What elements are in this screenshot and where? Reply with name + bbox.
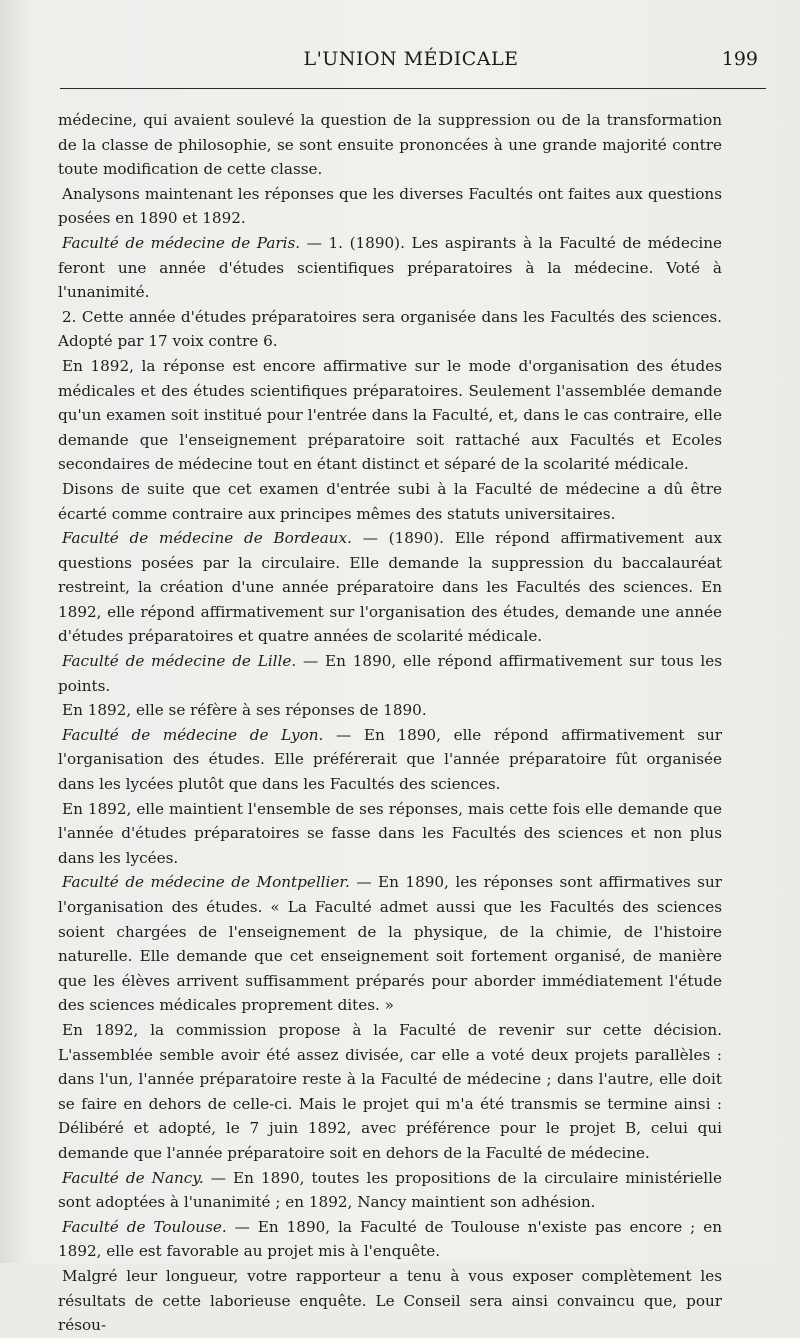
paragraph	[58, 649, 722, 698]
paragraph	[58, 698, 722, 723]
paragraph-text: — 1. (1890). Les aspirants à la Faculté de médecine feront une année d'études scientifiques préparatoires à la médecine. Voté à l'unanimité.	[58, 233, 722, 302]
paragraph-text: — En 1890, toutes les propositions de la circulaire ministérielle sont adoptées à l'unanimité ; en 1892, Nancy maintient son adhésion.	[58, 1168, 723, 1212]
paragraph-text: En 1892, elle maintient l'ensemble de ses réponses, mais cette fois elle demande que l'année d'études préparatoires se fasse dans les Facultés des sciences et non plus dans les lycées.	[58, 799, 722, 867]
paragraph	[58, 870, 722, 1018]
body-text	[58, 108, 722, 1338]
paragraph-text: Analysons maintenant les réponses que les diverses Facultés ont faites aux questions posées en 1890 et 1892.	[58, 184, 722, 228]
header-rule	[60, 88, 766, 89]
paragraph-text: — En 1890, elle répond affirmativement sur tous les points.	[58, 652, 722, 695]
paragraph-text: — En 1890, elle répond affirmativement sur l'organisation des études. Elle préférerait que l'année préparatoire fût organisée dans les lycées plutôt que dans les Facultés des sciences.	[58, 725, 722, 794]
paragraph	[58, 108, 722, 182]
paragraph	[58, 477, 722, 526]
paragraph-lead: Faculté de médecine de Bordeaux.	[62, 529, 352, 548]
paragraph	[58, 354, 722, 477]
paragraph	[58, 1018, 722, 1166]
paragraph-lead: Faculté de médecine de Lille.	[62, 652, 297, 671]
paragraph-text: Malgré leur longueur, votre rapporteur a tenu à vous exposer complètement les résultats de cette laborieuse enquête. Le Conseil sera ainsi convaincu que, pour résou-	[58, 1266, 722, 1335]
paragraph	[58, 526, 722, 649]
paragraph	[58, 1215, 722, 1264]
paragraph-text: Disons de suite que cet examen d'entrée subi à la Faculté de médecine a dû être écarté comme contraire aux principes mêmes des statuts universitaires.	[58, 479, 722, 523]
paragraph	[58, 1166, 722, 1215]
paragraph-lead: Faculté de médecine de Montpellier.	[62, 873, 350, 892]
paragraph-text: En 1892, elle se réfère à ses réponses de 1890.	[62, 701, 427, 720]
paragraph-text: médecine, qui avaient soulevé la question de la suppression ou de la transformation de la classe de philosophie, se sont ensuite prononcées à une grande majorité contre toute modification de cette classe.	[58, 111, 722, 179]
paragraph-text: — En 1890, la Faculté de Toulouse n'existe pas encore ; en 1892, elle est favorable au projet mis à l'enquête.	[58, 1217, 722, 1261]
paragraph-text: En 1892, la réponse est encore affirmative sur le mode d'organisation des études médicales et des études scientifiques préparatoires. Seulement l'assemblée demande qu'un examen soit institué pour l'entrée dans la Faculté, et, dans le cas contraire, elle demande que l'enseignement préparatoire soit rattaché aux Facultés et Ecoles secondaires de médecine tout en étant distinct et séparé de la scolarité médicale.	[58, 356, 722, 474]
paragraph-text: — (1890). Elle répond affirmativement aux questions posées par la circulaire. Elle demande la suppression du baccalauréat restreint, la création d'une année préparatoire dans les Facultés des sciences. En 1892, elle répond affirmativement sur l'organisation des études, demande une année d'études préparatoires et quatre années de scolarité médicale.	[58, 529, 722, 646]
paragraph-text: En 1892, la commission propose à la Faculté de revenir sur cette décision. L'assemblée semble avoir été assez divisée, car elle a voté deux projets parallèles : dans l'un, l'année préparatoire reste à la Faculté de médecine ; dans l'autre, elle doit se faire en dehors de celle-ci. Mais le projet qui m'a été transmis se termine ainsi : Délibéré et adopté, le 7 juin 1892, avec préférence pour le projet B, celui qui demande que l'année préparatoire soit en dehors de la Faculté de médecine.	[58, 1020, 722, 1162]
paragraph-lead: Faculté de Nancy.	[62, 1168, 204, 1187]
page-number: 199	[721, 48, 758, 70]
paragraph-lead: Faculté de Toulouse.	[62, 1217, 227, 1236]
page-header	[62, 48, 760, 78]
paragraph	[58, 797, 722, 871]
paragraph	[58, 1264, 722, 1338]
paragraph-lead: Faculté de médecine de Paris.	[62, 233, 301, 252]
paragraph	[58, 231, 722, 305]
paragraph	[58, 182, 722, 231]
paragraph	[58, 305, 722, 354]
paragraph-text: 2. Cette année d'études préparatoires sera organisée dans les Facultés des sciences. Adopté par 17 voix contre 6.	[58, 307, 722, 351]
running-title: L'UNION MÉDICALE	[303, 48, 519, 70]
paragraph-text: — En 1890, les réponses sont affirmatives sur l'organisation des études. « La Faculté admet aussi que les Facultés des sciences soient chargées de l'enseignement de la physique, de la chimie, de l'histoire naturelle. Elle demande que cet enseignement soit fortement organisé, de manière que les élèves arrivent suffisamment préparés pour aborder immédiatement l'étude des sciences médicales proprement dites. »	[58, 873, 722, 1015]
paragraph-lead: Faculté de médecine de Lyon.	[62, 725, 324, 744]
paragraph	[58, 723, 722, 797]
